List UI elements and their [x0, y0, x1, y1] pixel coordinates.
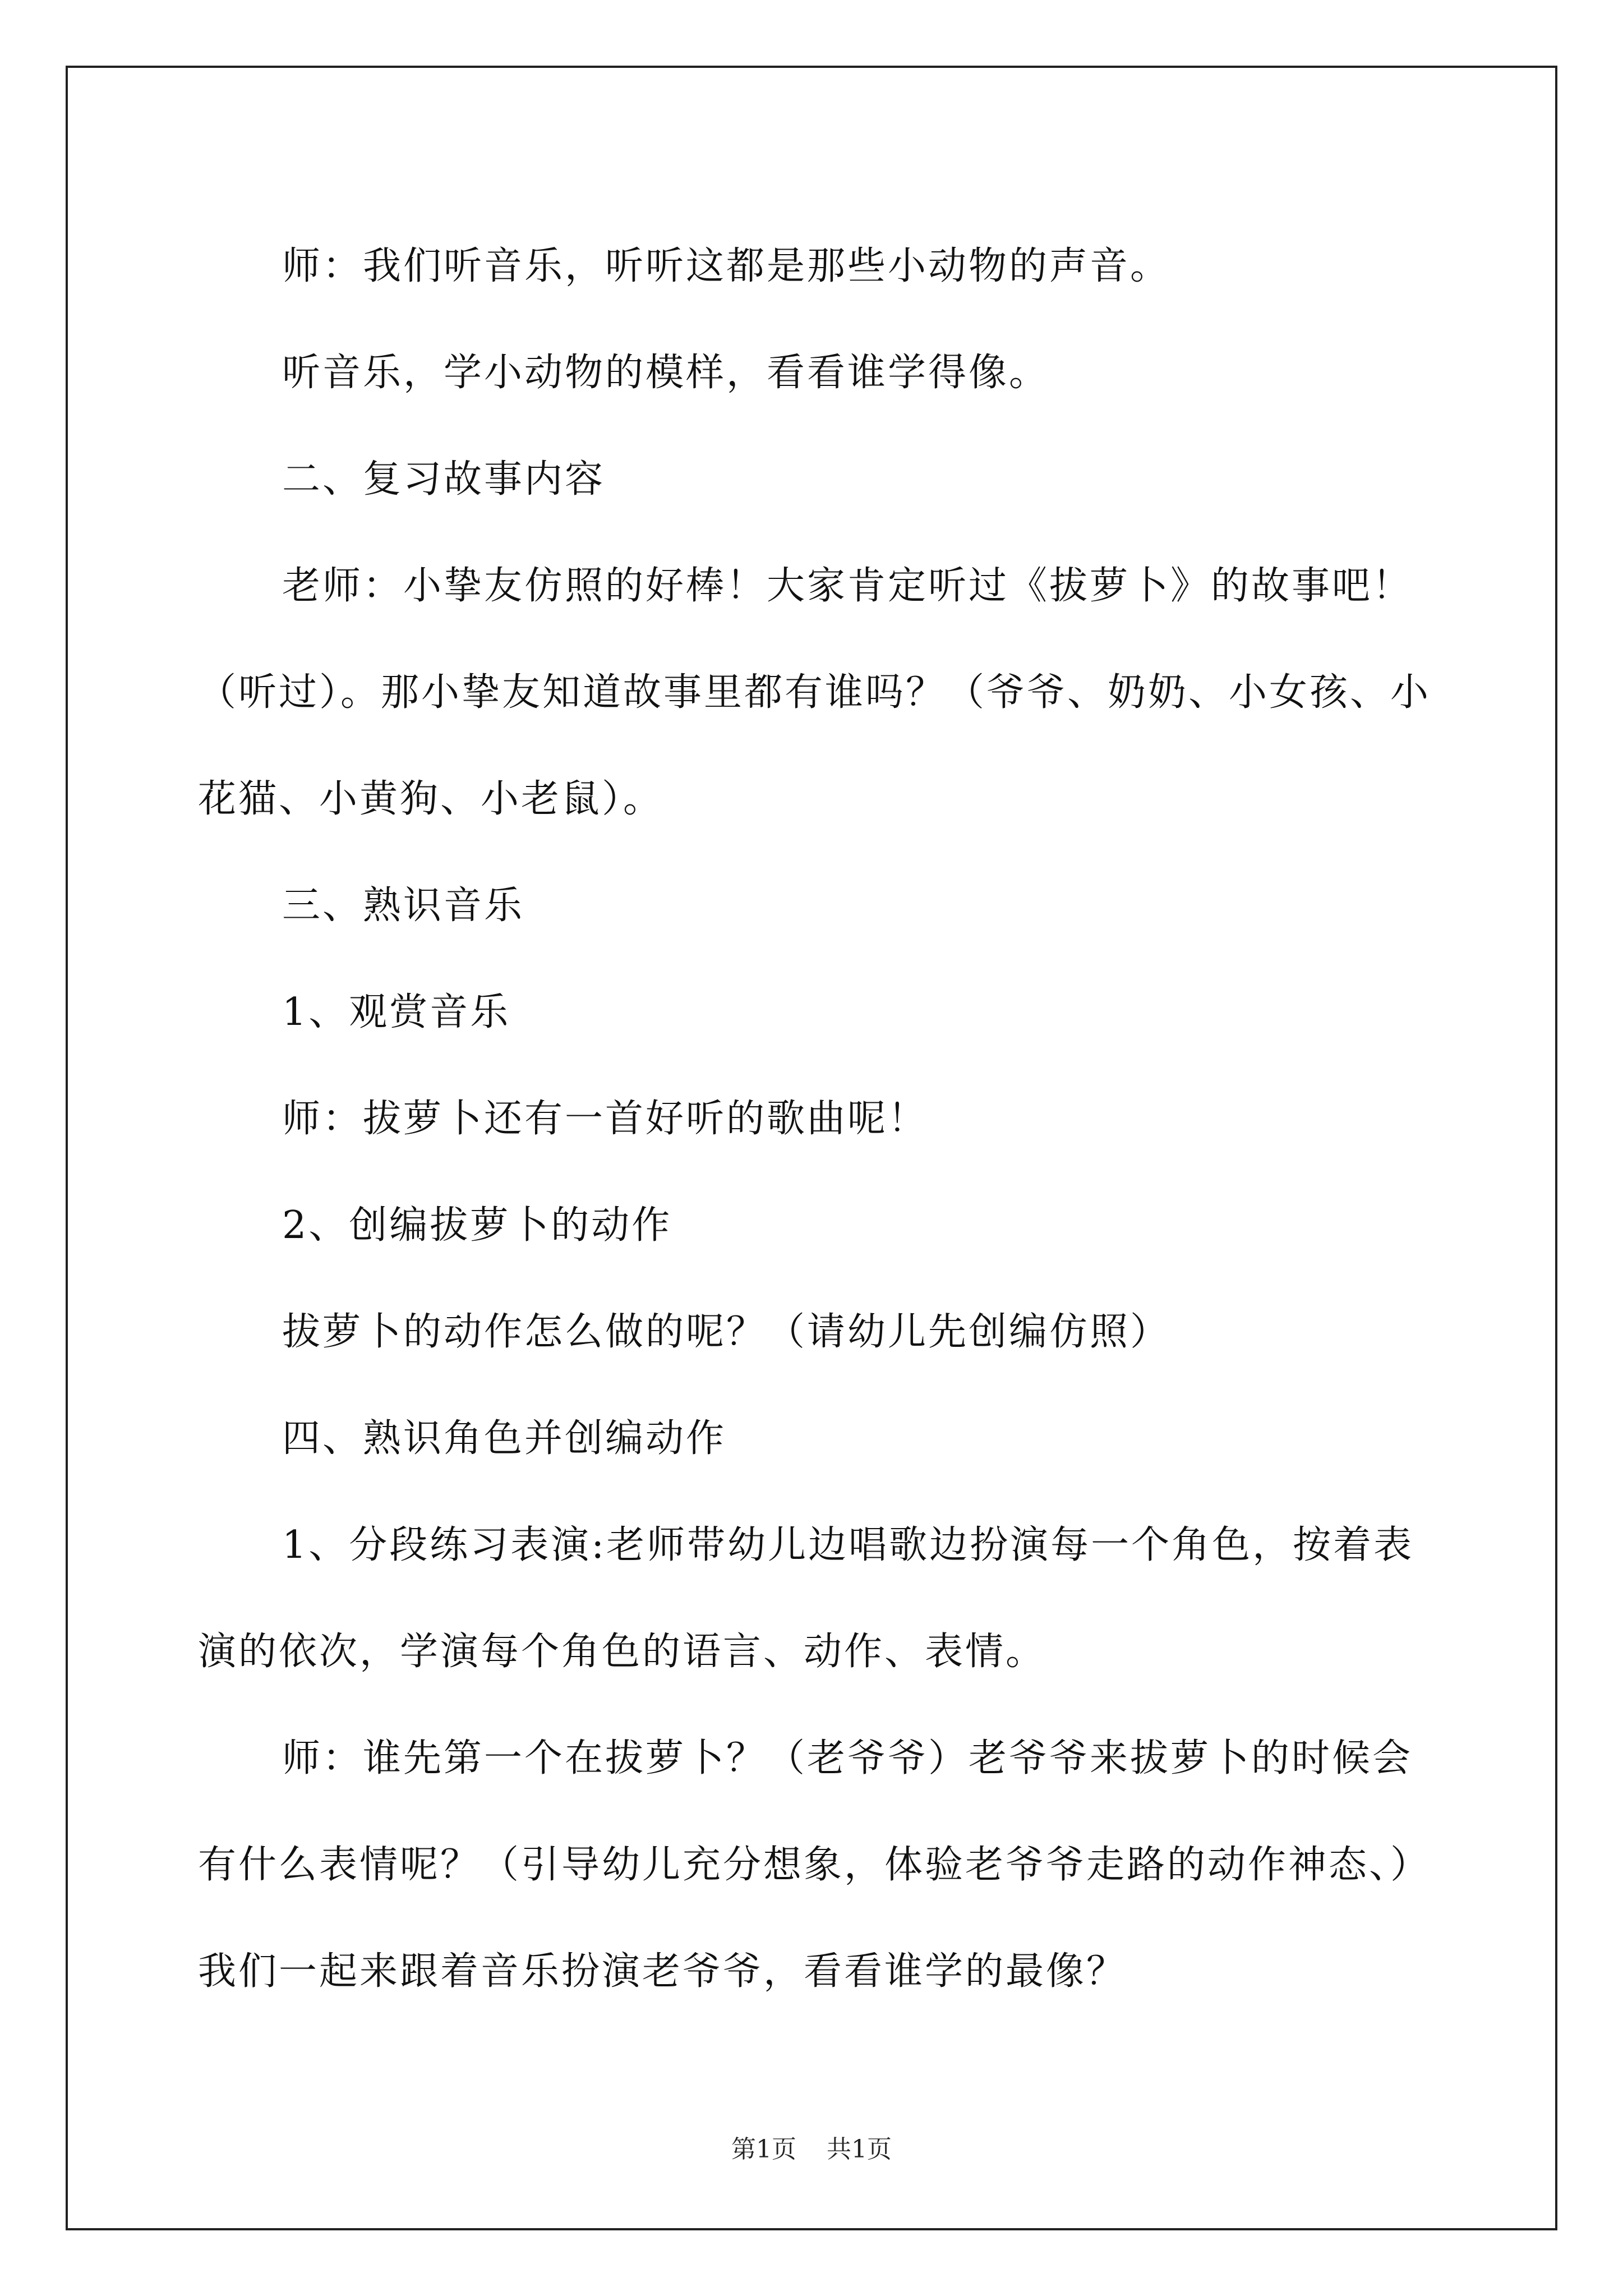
page-total: 共1页 — [827, 2135, 892, 2164]
paragraph-line: 1、分段练习表演:老师带幼儿边唱歌边扮演每一个角色，按着表 — [282, 1523, 1414, 1567]
paragraph-line: 演的依次，学演每个角色的语言、动作、表情。 — [198, 1630, 1046, 1674]
paragraph-line: 师：谁先第一个在拔萝卜？（老爷爷）老爷爷来拔萝卜的时候会 — [282, 1736, 1413, 1780]
page-footer — [0, 2129, 1623, 2165]
page-number: 第1页 — [731, 2135, 796, 2164]
paragraph-line: 我们一起来跟着音乐扮演老爷爷，看看谁学的最像？ — [198, 1949, 1127, 1994]
document-body — [198, 213, 1443, 2025]
section-heading: 四、熟识角色并创编动作 — [282, 1416, 727, 1461]
paragraph-line: 师：我们听音乐，听听这都是那些小动物的声音。 — [282, 244, 1171, 288]
paragraph-line: 花猫、小黄狗、小老鼠）。 — [198, 777, 664, 821]
paragraph-line: 拔萝卜的动作怎么做的呢？（请幼儿先创编仿照） — [282, 1310, 1171, 1354]
paragraph-line: （听过）。那小挚友知道故事里都有谁吗？（爷爷、奶奶、小女孩、小 — [198, 670, 1431, 715]
paragraph-line: 听音乐，学小动物的模样，看看谁学得像。 — [282, 351, 1050, 395]
section-heading: 二、复习故事内容 — [282, 457, 606, 501]
paragraph-line: 师：拔萝卜还有一首好听的歌曲呢！ — [282, 1097, 929, 1141]
subsection-heading: 2、创编拔萝卜的动作 — [282, 1203, 672, 1248]
paragraph-line: 老师：小挚友仿照的好棒！大家肯定听过《拔萝卜》的故事吧！ — [282, 564, 1413, 608]
subsection-heading: 1、观赏音乐 — [282, 990, 511, 1034]
section-heading: 三、熟识音乐 — [282, 884, 525, 928]
paragraph-line: 有什么表情呢？（引导幼儿充分想象，体验老爷爷走路的动作神态、） — [198, 1843, 1431, 1887]
